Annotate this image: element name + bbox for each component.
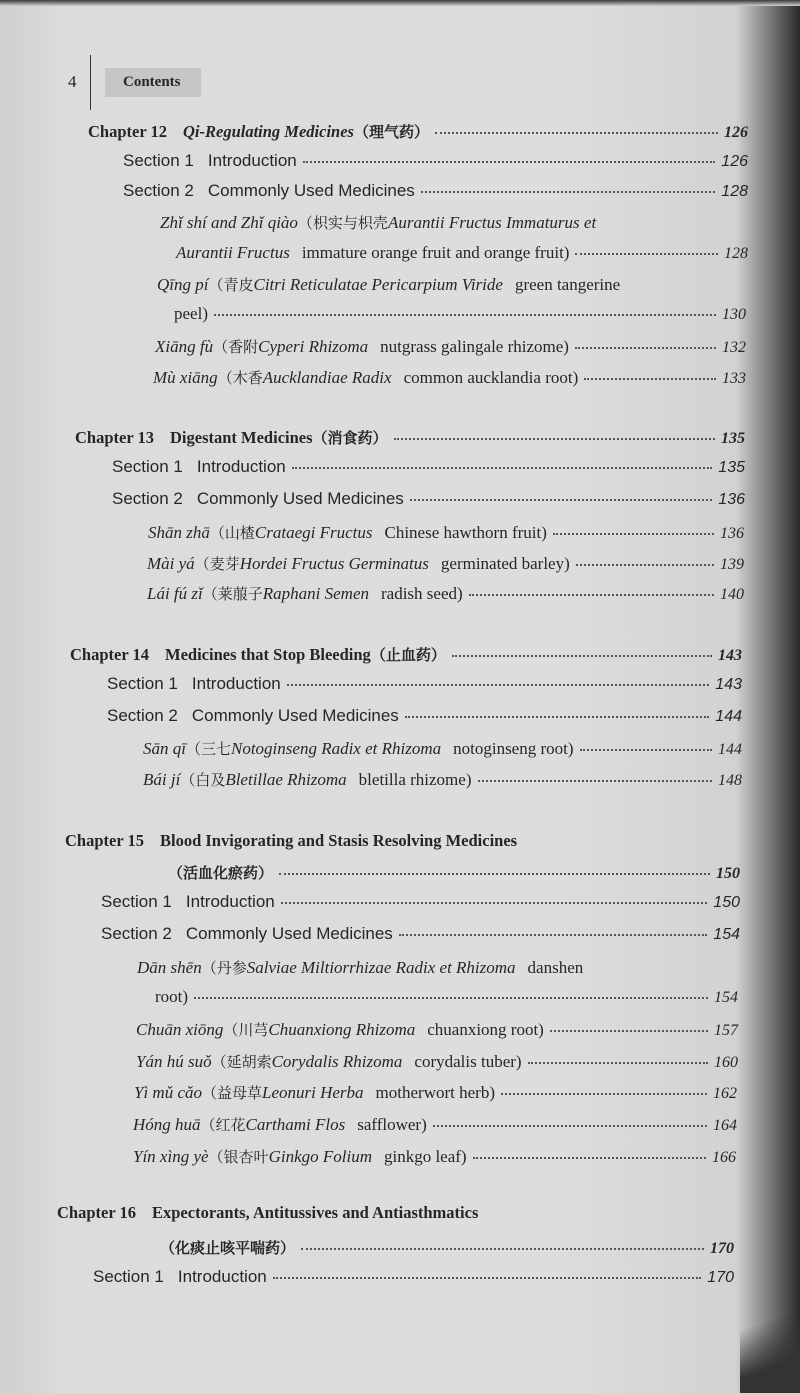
toc-entry: [143, 769, 742, 790]
english-name: safflower): [357, 1115, 427, 1134]
chinese-name: （三七: [185, 740, 231, 758]
chapter-title: Medicines that Stop Bleeding: [165, 645, 371, 664]
pinyin: Shān zhā: [148, 523, 210, 542]
dot-leader: [576, 564, 714, 566]
page-ref: 136: [718, 491, 745, 508]
toc-entry-cont: [176, 243, 748, 263]
english-name: peel): [174, 304, 208, 323]
chinese-name: （益母草: [202, 1084, 263, 1102]
dot-leader: [528, 1062, 708, 1064]
toc-chapter-13: [75, 427, 745, 448]
section-title: Commonly Used Medicines: [207, 181, 415, 200]
pinyin: Mù xiāng: [153, 368, 218, 387]
page-ref: 170: [710, 1240, 734, 1257]
toc-entry: [153, 367, 746, 388]
section-number: Section 1: [101, 892, 172, 911]
toc-entry-cont: [174, 304, 746, 324]
dot-leader: [281, 902, 708, 904]
toc-entry: [134, 1082, 737, 1103]
dot-leader: [301, 1248, 704, 1250]
pinyin: Chuān xiōng: [136, 1020, 224, 1039]
chinese-name: （香附: [213, 338, 259, 356]
toc-section: [112, 457, 745, 477]
page-ref: 130: [722, 306, 746, 323]
dot-leader: [273, 1277, 702, 1279]
pinyin: Qīng pí: [157, 275, 209, 294]
english-name: common aucklandia root): [403, 368, 579, 387]
dot-leader: [501, 1093, 707, 1095]
chinese-name: （莱菔子: [202, 585, 263, 603]
dot-leader: [452, 655, 712, 657]
chinese-name: （木香: [217, 369, 263, 387]
english-name: ginkgo leaf): [383, 1147, 467, 1166]
toc-section: [107, 674, 742, 694]
pinyin: Yín xìng yè: [133, 1147, 209, 1166]
section-number: Section 2: [101, 924, 172, 943]
latin-name: Ginkgo Folium: [268, 1147, 372, 1166]
page-ref: 136: [720, 525, 744, 542]
pinyin: Yán hú suǒ: [136, 1052, 212, 1071]
page-ref: 143: [718, 647, 742, 664]
latin-name: Leonuri Herba: [262, 1083, 364, 1102]
page-ref: 162: [713, 1085, 737, 1102]
page-ref: 135: [721, 430, 745, 447]
latin-name: Crataegi Fructus: [254, 523, 373, 542]
page-ref: 140: [720, 586, 744, 603]
toc-chapter-16-cont: [160, 1237, 734, 1258]
page-ref: 139: [720, 556, 744, 573]
page-ref: 133: [722, 370, 746, 387]
english-name: germinated barley): [440, 554, 570, 573]
pinyin: Sān qī: [143, 739, 186, 758]
pinyin: Yì mǔ cǎo: [134, 1083, 202, 1102]
section-title: Commonly Used Medicines: [196, 489, 404, 508]
pinyin: Bái jí: [143, 770, 181, 789]
section-number: Section 2: [107, 706, 178, 725]
chapter-title: Expectorants, Antitussives and Antiasthmatics: [152, 1203, 479, 1222]
dot-leader: [287, 684, 710, 686]
toc-chapter-15-cont: [168, 862, 740, 883]
dot-leader: [279, 873, 710, 875]
toc-entry-cont: [155, 987, 738, 1007]
toc-entry: [147, 583, 744, 604]
english-name: green tangerine: [514, 275, 621, 294]
page-ref: 143: [715, 676, 742, 693]
latin-name: Hordei Fructus Germinatus: [239, 554, 429, 573]
chinese-name: （山楂: [209, 524, 255, 542]
page-ref: 157: [714, 1022, 738, 1039]
english-name: notoginseng root): [453, 739, 574, 758]
chinese-name: （白及: [180, 771, 226, 789]
section-number: Section 1: [93, 1267, 164, 1286]
chapter-title-cn: （理气药）: [353, 123, 429, 141]
dot-leader: [433, 1125, 707, 1127]
toc-chapter-12: [88, 121, 748, 142]
page-ref: 160: [714, 1054, 738, 1071]
pinyin: Lái fú zǐ: [147, 584, 203, 603]
dot-leader: [214, 314, 716, 316]
english-name: danshen: [527, 958, 584, 977]
toc-entry: [133, 1114, 737, 1135]
section-title: Introduction: [177, 1267, 267, 1286]
toc-entry: [143, 738, 742, 759]
section-number: Section 1: [107, 674, 178, 693]
english-name: corydalis tuber): [414, 1052, 522, 1071]
toc-section: [123, 151, 748, 171]
page-ref: 148: [718, 772, 742, 789]
page-ref: 154: [714, 989, 738, 1006]
toc-entry: [157, 274, 620, 295]
toc-entry: [137, 957, 583, 978]
chapter-number: Chapter 13: [75, 428, 154, 447]
dot-leader: [469, 594, 714, 596]
page-corner-shadow: [740, 1273, 800, 1393]
dot-leader: [473, 1157, 706, 1159]
section-number: Section 1: [112, 457, 183, 476]
english-name: Chinese hawthorn fruit): [384, 523, 547, 542]
page-ref: 128: [721, 183, 748, 200]
english-name: motherwort herb): [375, 1083, 495, 1102]
page-number: 4: [68, 72, 77, 91]
dot-leader: [194, 997, 708, 999]
pinyin: Xiāng fù: [155, 337, 214, 356]
latin-name: Aurantii Fructus Immaturus et: [387, 213, 597, 232]
chapter-number: Chapter 15: [65, 831, 144, 850]
chinese-name: （麦芽: [194, 555, 240, 573]
chinese-name: （延胡索: [211, 1053, 272, 1071]
latin-name: Bletillae Rhizoma: [225, 770, 347, 789]
dot-leader: [575, 253, 718, 255]
page-ref: 154: [713, 926, 740, 943]
toc-section: [107, 706, 742, 726]
english-name: immature orange fruit and orange fruit): [301, 243, 570, 262]
chapter-title: Digestant Medicines: [170, 428, 313, 447]
section-title: Introduction: [185, 892, 275, 911]
pinyin: Dān shēn: [137, 958, 202, 977]
dot-leader: [410, 499, 713, 501]
page-ref: 144: [715, 708, 742, 725]
chinese-name: （川芎: [223, 1021, 269, 1039]
toc-entry: [136, 1051, 738, 1072]
page-ref: 150: [716, 865, 740, 882]
header-divider: [90, 55, 91, 110]
toc-section: [123, 181, 748, 201]
toc-section: [101, 924, 740, 944]
dot-leader: [575, 347, 716, 349]
english-name: bletilla rhizome): [358, 770, 472, 789]
english-name: nutgrass galingale rhizome): [380, 337, 569, 356]
section-number: Section 1: [123, 151, 194, 170]
english-name: chuanxiong root): [427, 1020, 544, 1039]
page-ref: 132: [722, 339, 746, 356]
page-ref: 166: [712, 1149, 736, 1166]
toc-entry: [160, 212, 596, 233]
dot-leader: [405, 716, 710, 718]
toc-chapter-16: [57, 1203, 478, 1223]
toc-entry: [136, 1019, 738, 1040]
dot-leader: [435, 132, 718, 134]
section-number: Section 2: [123, 181, 194, 200]
page-ref: 164: [713, 1117, 737, 1134]
chapter-number: Chapter 12: [88, 122, 167, 141]
chapter-title: Qi-Regulating Medicines: [183, 122, 354, 141]
dot-leader: [394, 438, 715, 440]
chapter-title-cn: （消食药）: [312, 429, 388, 447]
page-ref: 126: [721, 153, 748, 170]
page-ref: 126: [724, 124, 748, 141]
chinese-name: （青皮: [208, 276, 254, 294]
pinyin: Zhǐ shí and Zhǐ qiào: [160, 213, 298, 232]
dot-leader: [399, 934, 708, 936]
chinese-name: （银杏叶: [208, 1148, 269, 1166]
latin-name: Salviae Miltiorrhizae Radix et Rhizoma: [246, 958, 516, 977]
english-name: radish seed): [381, 584, 463, 603]
section-number: Section 2: [112, 489, 183, 508]
english-name: root): [155, 987, 189, 1006]
dot-leader: [303, 161, 716, 163]
page-ref: 135: [718, 459, 745, 476]
chapter-title: Blood Invigorating and Stasis Resolving Medicines: [160, 831, 518, 850]
chinese-name: （枳实与枳壳: [297, 214, 388, 232]
dot-leader: [421, 191, 716, 193]
latin-name: Aurantii Fructus: [176, 243, 290, 262]
toc-section: [93, 1267, 734, 1287]
page-ref: 144: [718, 741, 742, 758]
running-title: Contents: [105, 68, 201, 97]
page-ref: 128: [724, 245, 748, 262]
dot-leader: [292, 467, 713, 469]
latin-name: Carthami Flos: [245, 1115, 346, 1134]
toc-section: [101, 892, 740, 912]
latin-name: Chuanxiong Rhizoma: [268, 1020, 416, 1039]
chapter-title-cn: （活血化瘀药）: [168, 864, 274, 882]
chapter-title-cn: （化痰止咳平喘药）: [160, 1239, 296, 1257]
toc-chapter-15: [65, 831, 517, 851]
latin-name: Notoginseng Radix et Rhizoma: [231, 739, 442, 758]
chapter-number: Chapter 14: [70, 645, 149, 664]
page-ref: 170: [707, 1269, 734, 1286]
dot-leader: [478, 780, 713, 782]
toc-entry: [148, 522, 744, 543]
latin-name: Aucklandiae Radix: [262, 368, 392, 387]
chapter-number: Chapter 16: [57, 1203, 136, 1222]
chinese-name: （红花: [200, 1116, 246, 1134]
chapter-title-cn: （止血药）: [370, 646, 446, 664]
latin-name: Corydalis Rhizoma: [271, 1052, 403, 1071]
toc-chapter-14: [70, 644, 742, 665]
toc-entry: [155, 336, 746, 357]
dot-leader: [553, 533, 714, 535]
pinyin: Mài yá: [147, 554, 195, 573]
section-title: Introduction: [191, 674, 281, 693]
latin-name: Raphani Semen: [262, 584, 369, 603]
page-ref: 150: [713, 894, 740, 911]
dot-leader: [584, 378, 716, 380]
dot-leader: [580, 749, 712, 751]
toc-section: [112, 489, 745, 509]
toc-entry: [147, 553, 744, 574]
page-top-edge: [0, 0, 800, 6]
pinyin: Hóng huā: [133, 1115, 201, 1134]
section-title: Commonly Used Medicines: [191, 706, 399, 725]
latin-name: Cyperi Rhizoma: [258, 337, 369, 356]
latin-name: Citri Reticulatae Pericarpium Viride: [253, 275, 503, 294]
section-title: Introduction: [196, 457, 286, 476]
chinese-name: （丹参: [201, 959, 247, 977]
dot-leader: [550, 1030, 708, 1032]
section-title: Introduction: [207, 151, 297, 170]
toc-entry: [133, 1146, 736, 1167]
section-title: Commonly Used Medicines: [185, 924, 393, 943]
